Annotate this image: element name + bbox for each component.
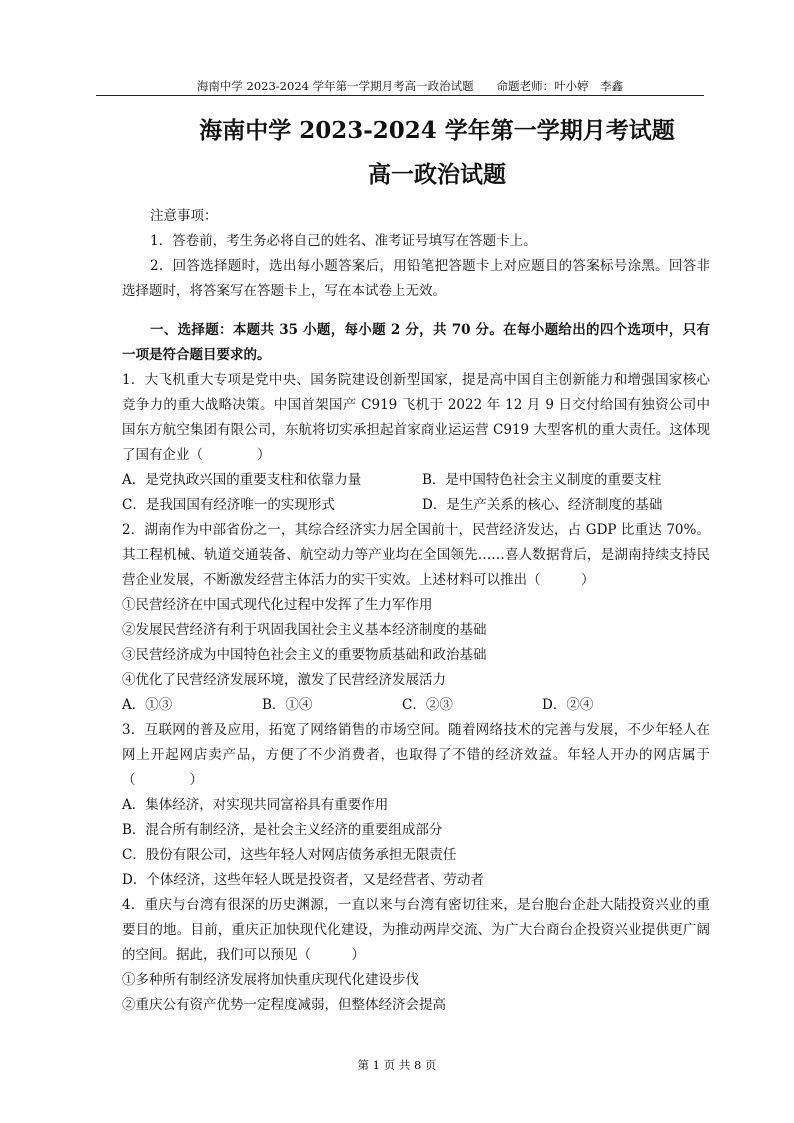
note-item-1: 1．答卷前，考生务必将自己的姓名、准考证号填写在答题卡上。 xyxy=(150,233,537,249)
question-2-statement-3: ③民营经济成为中国特色社会主义的重要物质基础和政治基础 xyxy=(122,647,487,663)
page-number: 第 1 页 共 8 页 xyxy=(357,1058,437,1072)
question-3-option-a: A．集体经济，对实现共同富裕具有重要作用 xyxy=(122,797,389,813)
question-4-statement-1: ①多种所有制经济发展将加快重庆现代化建设步伐 xyxy=(122,972,419,988)
header-divider xyxy=(96,95,704,96)
question-2-option-b: B．①④ xyxy=(262,697,313,713)
question-1-option-c: C．是我国国有经济唯一的实现形式 xyxy=(122,497,335,513)
question-1-option-b: B．是中国特色社会主义制度的重要支柱 xyxy=(422,472,662,488)
question-1-option-d: D．是生产关系的核心、经济制度的基础 xyxy=(422,497,663,513)
question-4-stem: 4．重庆与台湾有很深的历史渊源，一直以来与台湾有密切往来，是台胞台企赴大陆投资兴业的重要目的地。目前，重庆正加快现代化建设，为推动两岸交流、为广大台商台企投资兴业提供更广阔的空间。据此，我们可以预见（ ） xyxy=(122,897,710,963)
question-3-option-b: B．混合所有制经济，是社会主义经济的重要组成部分 xyxy=(122,822,443,838)
question-2-statement-2: ②发展民营经济有利于巩固我国社会主义基本经济制度的基础 xyxy=(122,622,487,638)
question-2-option-a: A．①③ xyxy=(122,697,173,713)
note-item-2: 2．回答选择题时，选出每小题答案后，用铅笔把答题卡上对应题目的答案标号涂黑。回答非选择题时，将答案写在答题卡上，写在本试卷上无效。 xyxy=(122,258,710,299)
question-2-options xyxy=(122,693,710,718)
question-3-stem: 3．互联网的普及应用，拓宽了网络销售的市场空间。随着网络技术的完善与发展，不少年轻人在网上开起网店卖产品，方便了不少消费者，也取得了不错的经济效益。年轻人开办的网店属于（ ） xyxy=(122,722,710,788)
question-4-statement-2: ②重庆公有资产优势一定程度减弱，但整体经济会提高 xyxy=(122,997,446,1013)
question-1-option-a: A．是党执政兴国的重要支柱和依靠力量 xyxy=(122,472,362,488)
question-1-options-row-2 xyxy=(122,493,710,518)
question-2-stem: 2．湖南作为中部省份之一，其综合经济实力居全国前十，民营经济发达，占 GDP 比重达 70%。其工程机械、轨道交通装备、航空动力等产业均在全国领先……喜人数据背后，是湖南持续支持民营企业发展，不断激发经营主体活力的实干实效。上述材料可以推出（ ） xyxy=(122,522,710,588)
exam-subtitle: 高一政治试题 xyxy=(368,161,506,188)
exam-title: 海南中学 2023-2024 学年第一学期月考试题 xyxy=(199,117,675,144)
question-2-statement-4: ④优化了民营经济发展环境，激发了民营经济发展活力 xyxy=(122,672,446,688)
exam-body xyxy=(122,204,710,1018)
section-heading: 一、选择题：本题共 35 小题，每小题 2 分，共 70 分。在每小题给出的四个选项中，只有一项是符合题目要求的。 xyxy=(122,322,710,363)
question-3-option-d: D．个体经济，这些年轻人既是投资者，又是经营者、劳动者 xyxy=(122,872,484,888)
question-1-options-row-1 xyxy=(122,468,710,493)
question-3-option-c: C．股份有限公司，这些年轻人对网店债务承担无限责任 xyxy=(122,847,457,863)
question-2-option-d: D．②④ xyxy=(542,697,594,713)
notes-heading: 注意事项： xyxy=(150,208,218,224)
running-header: 海南中学 2023-2024 学年第一学期月考高一政治试题 命题老师：叶小婷 李鑫 xyxy=(196,79,624,93)
question-1-stem: 1．大飞机重大专项是党中央、国务院建设创新型国家，提是高中国自主创新能力和增强国家核心竞争力的重大战略决策。中国首架国产 C919 飞机于 2022 年 12 月 9 日交付给国有独资公司中国东方航空集团有限公司，东航将切实承担起首家商业运运营 C919 大型客机的重大责任。这体现了国有企业（ ） xyxy=(122,372,710,463)
question-2-statement-1: ①民营经济在中国式现代化过程中发挥了生力军作用 xyxy=(122,597,433,613)
question-2-option-c: C．②③ xyxy=(402,697,453,713)
